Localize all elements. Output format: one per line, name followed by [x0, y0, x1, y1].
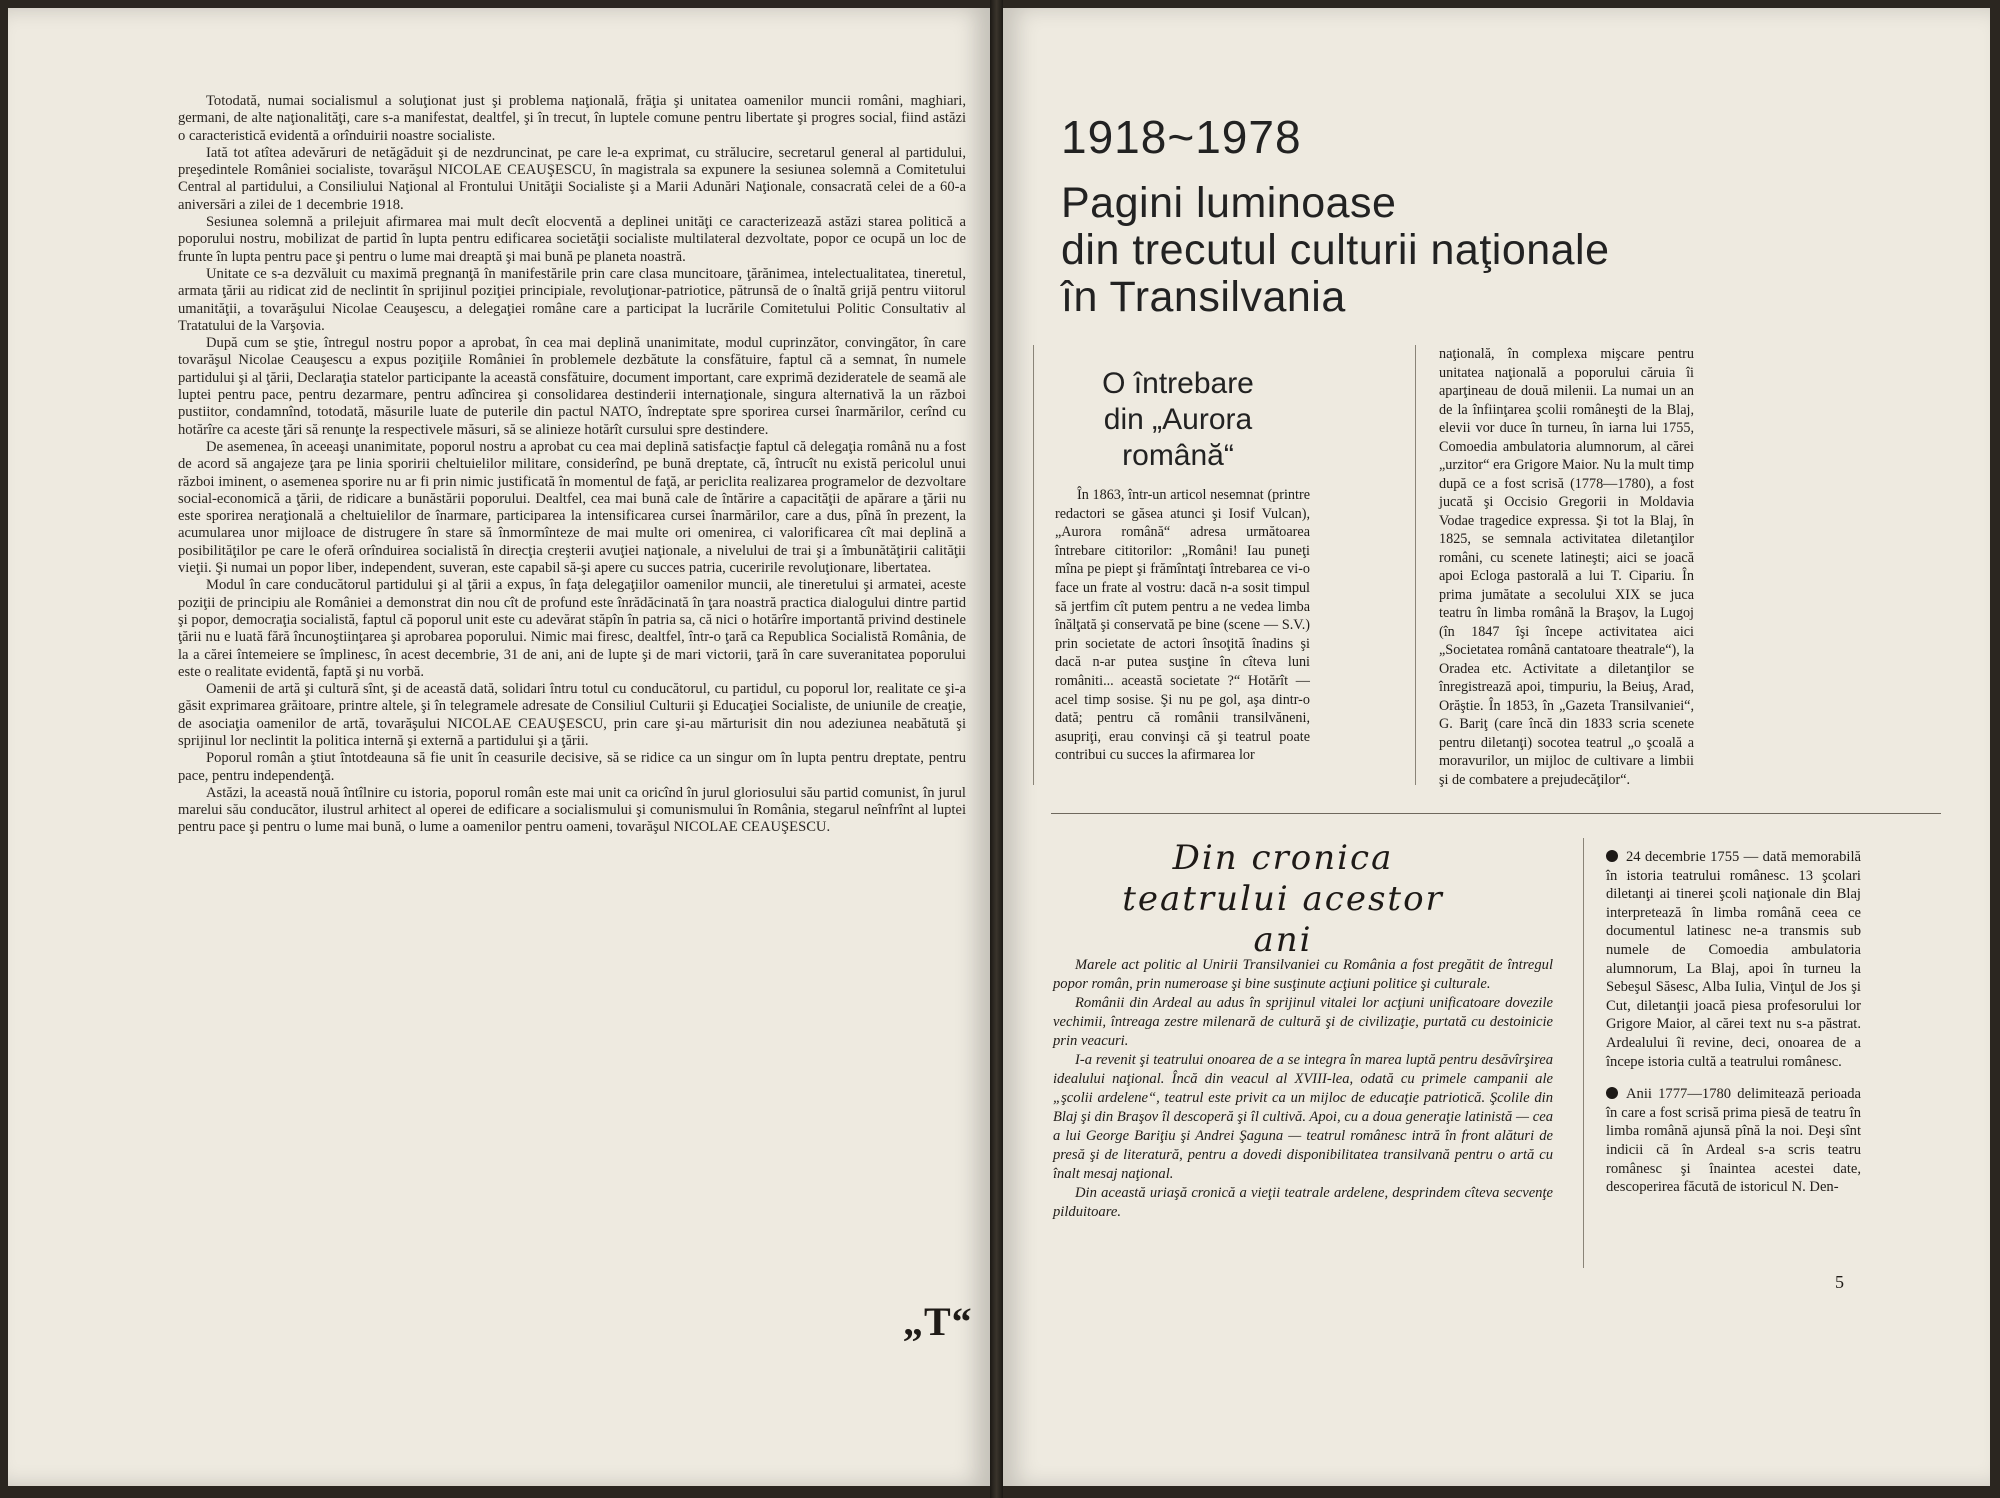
paragraph: De asemenea, în aceeaşi unanimitate, poporul nostru a aprobat cu cea mai deplină satisfacţie faptul că delegaţia română nu a fost de acord să angajeze ţara pe linia sporirii cheltuielilor militare, considerînd, pe bună dreptate, că, întrucît nu există pericolul unui război iminent, o asemenea sporire nu ar fi prin nimic justificată în momentul de faţă, ar periclita realizarea programelor de dezvoltare social-economică a ţării, de ridicare a bunăstării poporului. Dealtfel, cea mai bună cale de întărire a capacităţii de apărare a ţării nu este sporirea neraţională a cheltuielilor de înarmare, participarea la intensificarea cursei înarmărilor, care a dus, pînă în prezent, la acumularea unor mijloace de distrugere în stare să înmormînteze de mai multe ori omenirea, ci valorificarea cît mai deplină a posibilităţilor pe care le oferă orînduirea socialistă în direcţia creşterii avuţiei naţionale, a nivelului de trai şi a îmbunătăţirii calităţii vieţii. Şi numai un popor liber, independent, suveran, este capabil să-şi apere cu succes patria, cuceririle revoluţionare, libertatea. — [178, 438, 966, 577]
paragraph: Astăzi, la această nouă întîlnire cu istoria, poporul român este mai unit ca oricînd în jurul gloriosului său partid comunist, în jurul marelui său conducător, ilustrul arhitect al operei de edificare a socialismului şi comunismului în România, stegarul neînfrînt al luptei pentru pace şi pentru o lume mai bună, o lume a oamenilor pentru oameni, tovarăşul NICOLAE CEAUŞESCU. — [178, 784, 966, 836]
paragraph: Sesiunea solemnă a prilejuit afirmarea mai mult decît elocventă a deplinei unităţi ce caracterizează astăzi starea politică a poporului nostru, mobilizat de partid în lupta pentru edificarea societăţii socialiste multilateral dezvoltate, popor ce ocupă un loc de frunte în lupta pentru pace şi pentru o lume mai dreaptă şi mai bună pe planeta noastră. — [178, 214, 966, 265]
aurora-heading-line: O întrebare — [1102, 367, 1254, 400]
paragraph: Marele act politic al Unirii Transilvaniei cu România a fost pregătit de întregul popor român, prin numeroase şi bine susţinute acţiuni politice şi culturale. — [1053, 957, 1553, 992]
title-line: Pagini luminoase — [1061, 179, 1397, 227]
paragraph: Totodată, numai socialismul a soluţionat just şi problema naţională, frăţia şi unitatea oamenilor muncii români, maghiari, germani, de alte naţionalităţi, care s-a manifestat, dealtfel, şi în trecut, în luptele comune pentru libertate şi progres social, fiind astăzi o caracteristică evidentă a orînduirii noastre socialiste. — [178, 93, 966, 144]
bullet-icon — [1606, 1087, 1618, 1099]
book-spine — [990, 0, 1003, 1498]
main-title — [1061, 108, 1961, 321]
paragraph: naţională, în complexa mişcare pentru unitatea naţională a poporului căruia îi aparţineau de două milenii. La numai un an de la înfiinţarea şcolii româneşti de la Blaj, elevii vor duce în turneu, în iarna lui 1755, Comoedia ambulatoria alumnorum, al cărei „urzitor“ era Grigore Maior. Nu la mult timp după ce a fost scrisă (1778—1780), a fost jucată şi Occisio Gregorii in Moldavia Vodae tragedice expressa. Şi tot la Blaj, în 1825, se semnala activitatea diletanţilor români, cu scenete latineşti; aici se joacă apoi Ecloga pastorală a lui T. Cipariu. În prima jumătate a secolului XIX se juca teatru în limba română la Braşov, la Lugoj (în 1847 îşi începe activitatea aici „Societatea română cantatoare theatrale“), la Oradea etc. Activitate a diletanţilor se înregistrează apoi, timpuriu, la Beiuş, Arad, Orăştie. În 1853, în „Gazeta Transilvaniei“, G. Bariţ (care încă din 1833 scria scenete pentru diletanţi) socotea teatrul „o şcoală a moravurilor, un mijloc de cultivare a limbii şi de combatere a prejudecăţilor“. — [1439, 346, 1694, 788]
title-line: în Transilvania — [1061, 273, 1346, 321]
cronica-entries — [1606, 848, 1861, 1197]
chronicle-entry-text: 24 decembrie 1755 — dată memorabilă în istoria teatrului românesc. 13 şcolari diletanţi ai tinerei şcoli naţionale din Blaj interpretează în limba română ceea ce documentul latinesc ne-a transmis sub numele de Comoedia ambulatoria alumnorum, La Blaj, apoi în turneu la Sebeşul Săsesc, Alba Iulia, Vinţul de Jos şi Cut, diletanţii joacă piesa profesorului lor Grigore Maior, al cărei text nu s-a păstrat. Ardealului îi revine, deci, onoarea de a începe istoria cultă a teatrului românesc. — [1606, 849, 1861, 1070]
left-article-body — [178, 93, 966, 1293]
title-years: 1918~1978 — [1061, 111, 1302, 163]
paragraph: După cum se ştie, întregul nostru popor a aprobat, în cea mai deplină unanimitate, modul cuprinzător, convingător, în care tovarăşul Nicolae Ceauşescu a expus poziţiile României în problemele dezbătute la consfătuire, faptul că a semnat, în numele partidului şi al ţării, Declaraţia statelor participante la această consfătuire, document important, care exprimă dezideratele de seamă ale luptei pentru pace, pentru dezarmare, pentru adîncirea şi consolidarea destinderii internaţionale, singura alternativă la un război pustiitor, condamnînd, totodată, măsurile luate de puterile din pactul NATO, îndreptate spre sporirea cursei înarmărilor, cerînd cu hotărîre ca aceste ţări să renunţe la respectivele măsuri, să se alinieze hotărît cursului spre destindere. — [178, 335, 966, 438]
bullet-icon — [1606, 850, 1618, 862]
column-divider — [1033, 345, 1034, 785]
cronica-heading-line: teatrului acestor ani — [1122, 879, 1444, 960]
chronicle-entry — [1606, 848, 1861, 1071]
paragraph: În 1863, într-un articol nesemnat (printre redactori se găsea atunci şi Iosif Vulcan), „Aurora română“ adresa următoarea întrebare cititorilor: „Români! Iau puneţi mîna pe piept şi frămîntaţi întrebarea ce vi-o face un frate al vostru: dacă n-a sosit timpul să jertfim cît putem pentru a ne vedea limba înălţată şi conservată pe bine (scene — S.V.) prin societate de actori însoţită înadins şi dacă n-ar putea susţine în cîteva luni româniti... această societate ?“ Hotărît — acel timp sosise. Şi nu pe gol, aşa dintr-o dată; pentru că românii transilvăneni, asupriţi, erau convinşi că şi teatrul poate contribui cu succes la afirmarea lor — [1055, 487, 1310, 764]
page-number: 5 — [1835, 1272, 1844, 1292]
column-divider — [1415, 345, 1416, 785]
aurora-column-right — [1439, 345, 1694, 789]
title-line: din trecutul culturii naţionale — [1061, 226, 1610, 274]
aurora-heading-line: din „Aurora română“ — [1103, 403, 1253, 472]
paragraph: Unitate ce s-a dezvăluit cu maximă pregnanţă în manifestările prin care clasa muncitoare, ţărănimea, intelectualitatea, tineretul, armata ţării au ridicat zid de neclintit în sprijinul poziţiei principiale, revoluţionar-patriotice, pătrunsă de o înaltă grijă pentru viitorul umanităţii, a tovarăşului Nicolae Ceauşescu, a delegaţiei române care a participat la lucrările Comitetului Politic Consultativ al Tratatului de la Varşovia. — [178, 265, 966, 334]
chronicle-entry — [1606, 1085, 1861, 1197]
aurora-heading — [1053, 366, 1303, 474]
paragraph: Românii din Ardeal au adus în sprijinul vitalei lor acţiuni unificatoare dovezile vechimii, întreaga zestre milenară de cultură şi de civilizaţie, purtată cu destoinicie prin veacuri. — [1053, 995, 1553, 1049]
cronica-intro — [1053, 956, 1553, 1222]
chronicle-entry-text: Anii 1777—1780 delimitează perioada în care a fost scrisă prima piesă de teatru în limba română ajunsă pînă la noi. Deşi sînt indicii că în Ardeal s-a scris teatru românesc şi înaintea acestei date, descoperirea făcută de istoricul N. Den- — [1606, 1086, 1861, 1196]
left-page — [8, 8, 990, 1486]
section-divider — [1051, 813, 1941, 814]
paragraph: Modul în care conducătorul partidului şi al ţării a expus, în faţa delegaţiilor oamenilor muncii, ale tineretului şi armatei, aceste poziţii de principiu ale României a demonstrat din nou cît de profund este înrădăcinată în ţara noastră practica dialogului dintre partid şi popor, democraţia socialistă, faptul că poporul unit este cu adevărat stăpîn în patria sa, că nici o hotărîre importantă privind destinele ţării nu e luată fără încunoştiinţarea şi aprobarea poporului. Nimic mai firesc, dealtfel, într-o ţară ca Republica Socialistă România, de la a cărei întemeiere se împlinesc, în acest decembrie, 31 de ani, ani de lupte şi de mari victorii, ţară în care suveranitatea poporului este o realitate evidentă, faptă şi nu vorbă. — [178, 577, 966, 680]
paragraph: I-a revenit şi teatrului onoarea de a se integra în marea luptă pentru desăvîrşirea idealului naţional. Încă din veacul al XVIII-lea, odată cu primele campanii ale „şcolii ardelene“, teatrul este privit ca un mijloc de educaţie patriotică. Şcolile din Blaj şi din Braşov îl descoperă şi îl cultivă. Apoi, cu a doua generaţie latinistă — cea a lui George Bariţiu şi Andrei Şaguna — teatrul românesc intră în front alături de presă şi de literatură, pentru a dovedi disponibilitatea transilvană pentru o artă cu înalt mesaj naţional. — [1053, 1052, 1553, 1182]
author-signature: „T“ — [903, 1299, 973, 1344]
cronica-heading-line: Din cronica — [1172, 838, 1394, 878]
right-page — [1003, 8, 1990, 1486]
cronica-heading — [1113, 838, 1453, 961]
paragraph: Poporul român a ştiut întotdeauna să fie unit în ceasurile decisive, să se ridice ca un singur om în lupta pentru dreptate, pentru pace, pentru independenţă. — [178, 750, 966, 784]
column-divider — [1583, 838, 1584, 1268]
aurora-column-left — [1055, 486, 1310, 765]
paragraph: Iată tot atîtea adevăruri de netăgăduit şi de nezdruncinat, pe care le-a exprimat, cu strălucire, secretarul general al partidului, preşedintele României socialiste, tovarăşul NICOLAE CEAUŞESCU, în magistrala sa expunere la sesiunea solemnă a Comitetului Central al partidului, a Consiliului Naţional al Frontului Unităţii Socialiste şi a Marii Adunări Naţionale, consacrată celei de a 60-a aniversări a zilei de 1 decembrie 1918. — [178, 144, 966, 213]
paragraph: Oamenii de artă şi cultură sînt, şi de această dată, solidari întru totul cu conducătorul, cu partidul, cu poporul lor, realitate ce şi-a găsit exprimarea grăitoare, printre altele, şi în telegramele adresate de Consiliul Culturii şi Educaţiei Socialiste, de uniunile de creaţie, de asociaţia oamenilor de artă, tovarăşului NICOLAE CEAUŞESCU, prin care şi-au mărturisit din nou adeziunea neabătută şi sprijinul lor neclintit la politica internă şi externă a partidului şi a ţării. — [178, 681, 966, 749]
paragraph: Din această uriaşă cronică a vieţii teatrale ardelene, desprindem cîteva secvenţe pilduitoare. — [1053, 1185, 1553, 1220]
